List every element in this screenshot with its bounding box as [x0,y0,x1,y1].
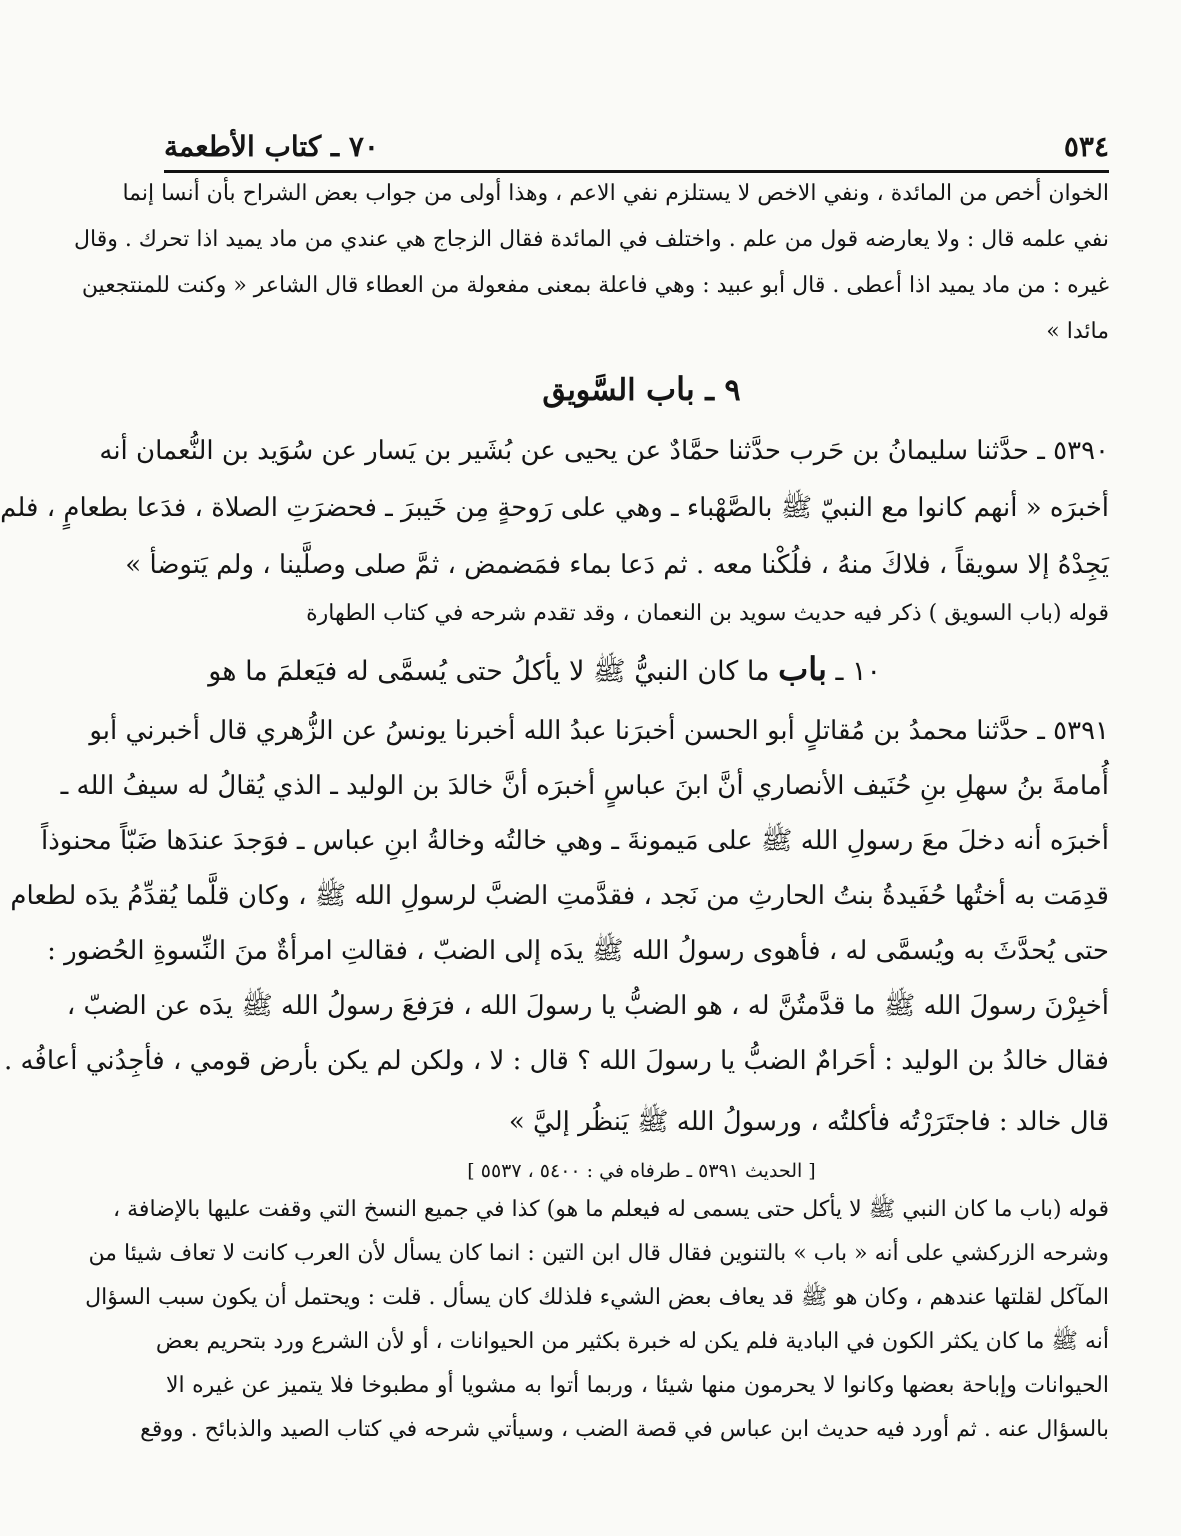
hadith-line: أخبرَه أنه دخلَ معَ رسولِ الله ﷺ على مَيمونةَ ـ وهي خالتُه وخالةُ ابنِ عباس ـ فوَجدَ عندَها ضَبّاً محنوذاً [40,826,1109,856]
hadith-line: ٥٣٩١ ـ حدَّثنا محمدُ بن مُقاتلٍ أبو الحسن أخبرَنا عبدُ الله أخبرنا يونسُ عن الزُّهري قال أخبرني أبو [89,716,1109,746]
intro-line: غيره : من ماد يميد اذا أعطى . قال أبو عبيد : وهي فاعلة بمعنى مفعولة من العطاء قال الشاعر « وكنت للمنتجعين [81,273,1109,298]
hadith-line: ٥٣٩٠ ـ حدَّثنا سليمانُ بن حَرب حدَّثنا حمَّادٌ عن يحيى عن بُشَير بن يَسار عن سُوَيد بن النُّعمان أنه [99,436,1109,466]
cross-reference: [ الحديث ٥٣٩١ ـ طرفاه في : ٥٤٠٠ ، ٥٥٣٧ ] [467,1160,816,1182]
hadith-line: أخبرَه « أنهم كانوا مع النبيّ ﷺ بالصَّهْباء ـ وهي على رَوحةٍ مِن خَيبرَ ـ فحضرَتِ الصلاة ، فدَعا بطعامٍ ، فلم [0,493,1109,523]
commentary-line: بالسؤال عنه . ثم أورد فيه حديث ابن عباس في قصة الضب ، وسيأتي شرحه في كتاب الصيد والذبائح . ووقع [140,1417,1109,1442]
commentary-line: المآكل لقلتها عندهم ، وكان هو ﷺ قد يعاف بعض الشيء فلذلك كان يسأل . قلت : ويحتمل أن يكون سبب السؤال [85,1285,1109,1310]
chapter-title: ما كان النبيُّ ﷺ لا يأكلُ حتى يُسمَّى له فيَعلمَ ما هو [208,656,770,687]
running-title: ٧٠ ـ كتاب الأطعمة [164,130,379,163]
hadith-line: فقال خالدُ بن الوليد : أحَرامٌ الضبُّ يا رسولَ الله ؟ قال : لا ، ولكن لم يكن بأرض قومي ، فأجِدُني أعافُه . [3,1046,1109,1076]
commentary-line: أنه ﷺ ما كان يكثر الكون في البادية فلم يكن له خبرة بكثير من الحيوانات ، أو لأن الشرع ورد بتحريم بعض [155,1329,1109,1354]
commentary-line: قوله (باب ما كان النبي ﷺ لا يأكل حتى يسمى له فيعلم ما هو) كذا في جميع النسخ التي وقفت عليها بالإضافة ، [113,1197,1109,1222]
commentary-line: قوله (باب السويق ) ذكر فيه حديث سويد بن النعمان ، وقد تقدم شرحه في كتاب الطهارة [306,601,1109,626]
chapter-title: السَّويق [542,373,636,408]
hadith-line: أخبِرْنَ رسولَ الله ﷺ ما قدَّمتُنَّ له ، هو الضبُّ يا رسولَ الله ، فرَفعَ رسولُ الله ﷺ يدَه عن الضبّ ، [66,991,1109,1021]
intro-line: نفي علمه قال : ولا يعارضه قول من علم . واختلف في المائدة فقال الزجاج هي عندي من ماد يميد اذا تحرك . وقال [74,227,1109,252]
chapter-heading-9 [102,370,1181,408]
commentary-line: الحيوانات وإباحة بعضها وكانوا لا يحرمون منها شيئا ، وربما أتوا به مشويا أو مطبوخا فلا يتميز عن غيره الا [166,1373,1109,1398]
page-number: ٥٣٤ [1063,130,1109,163]
hadith-line: حتى يُحدَّثَ به ويُسمَّى له ، فأهوى رسولُ الله ﷺ يدَه إلى الضبّ ، فقالتِ امرأةٌ منَ النِّسوةِ الحُضور : [47,936,1109,966]
page-header [164,128,1109,168]
chapter-number: ٩ ـ [705,373,741,408]
intro-line: الخوان أخص من المائدة ، ونفي الاخص لا يستلزم نفي الاعم ، وهذا أولى من جواب بعض الشراح بأن أنسا إنما [122,181,1109,206]
intro-line: مائدا » [1046,319,1109,344]
hadith-line: يَجِدْهُ إلا سويقاً ، فلاكَ منهُ ، فلُكْنا معه . ثم دَعا بماء فمَضمض ، ثمَّ صلى وصلَّينا ، ولم يَتوضأ » [125,550,1109,580]
header-rule [164,170,1109,173]
chapter-bab: باب [778,650,827,688]
hadith-line: قدِمَت به أختُها حُفَيدةُ بنتُ الحارثِ من نَجد ، فقدَّمتِ الضبَّ لرسولِ الله ﷺ ، وكان قلَّما يُقدِّمُ يدَه لطعام [10,881,1109,911]
chapter-heading-10 [208,650,881,694]
hadith-line: أُمامةَ بنُ سهلِ بنِ حُنَيف الأنصاري أنَّ ابنَ عباسٍ أخبرَه أنَّ خالدَ بن الوليد ـ الذي يُقالُ له سيفُ الله ـ [60,771,1109,801]
commentary-line: وشرحه الزركشي على أنه « باب » بالتنوين فقال قال ابن التين : انما كان يسأل لأن العرب كانت لا تعاف شيئا من [88,1241,1109,1266]
hadith-line: قال خالد : فاجتَرَرْتُه فأكلتُه ، ورسولُ الله ﷺ يَنظُر إليَّ » [508,1107,1109,1137]
chapter-number: ١٠ ـ [835,656,881,687]
chapter-bab: باب [645,370,695,408]
